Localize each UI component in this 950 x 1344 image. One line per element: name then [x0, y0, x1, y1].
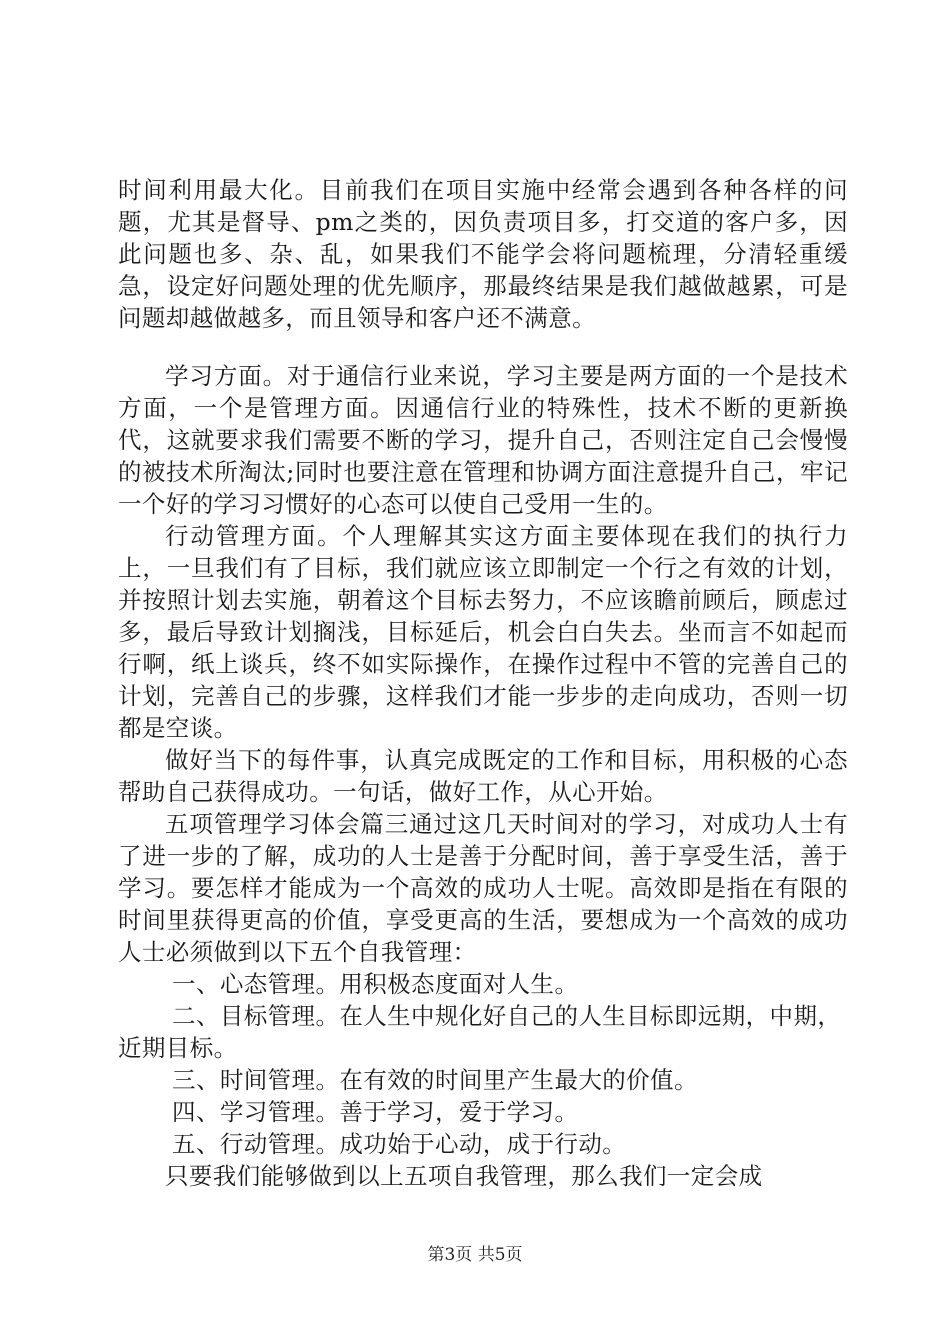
page-number: 第3页 共5页 — [427, 1245, 523, 1265]
paragraph-do-well: 做好当下的每件事，认真完成既定的工作和目标，用积极的心态帮助自己获得成功。一句话，做好工作，从心开始。 — [118, 746, 848, 806]
paragraph-time-management: 时间利用最大化。目前我们在项目实施中经常会遇到各种各样的问题，尤其是督导、pm之类的，因负责项目多，打交道的客户多，因此问题也多、杂、乱，如果我们不能学会将问题梳理，分清轻重缓急，设定好问题处理的优先顺序，那最终结果是我们越做越累，可是问题却越做越多，而且领导和客户还不满意。 — [118, 176, 848, 332]
list-item-learning: 四、学习管理。善于学习，爱于学习。 — [172, 1098, 579, 1126]
paragraph-learning: 学习方面。对于通信行业来说，学习主要是两方面的一个是技术方面，一个是管理方面。因通信行业的特殊性，技术不断的更新换代，这就要求我们需要不断的学习，提升自己，否则注定自己会慢慢的被技术所淘汰;同时也要注意在管理和协调方面注意提升自己，牢记一个好的学习习惯好的心态可以使自己受用一生的。 — [118, 362, 848, 518]
list-item-time: 三、时间管理。在有效的时间里产生最大的价值。 — [172, 1066, 698, 1094]
paragraph-closing: 只要我们能够做到以上五项自我管理，那么我们一定会成 — [165, 1162, 763, 1190]
list-item-mindset: 一、心态管理。用积极态度面对人生。 — [172, 970, 579, 998]
paragraph-action-management: 行动管理方面。个人理解其实这方面主要体现在我们的执行力上，一旦我们有了目标，我们就应该立即制定一个行之有效的计划，并按照计划去实施，朝着这个目标去努力，不应该瞻前顾后，顾虑过多，最后导致计划搁浅，目标延后，机会白白失去。坐而言不如起而行啊，纸上谈兵，终不如实际操作，在操作过程中不管的完善自己的计划，完善自己的步骤，这样我们才能一步步的走向成功，否则一切都是空谈。 — [118, 522, 848, 742]
list-item-action: 五、行动管理。成功始于心动，成于行动。 — [172, 1130, 627, 1158]
paragraph-article-three: 五项管理学习体会篇三通过这几天时间对的学习，对成功人士有了进一步的了解，成功的人士是善于分配时间，善于享受生活，善于学习。要怎样才能成为一个高效的成功人士呢。高效即是指在有限的时间里获得更高的价值，享受更高的生活，要想成为一个高效的成功人士必须做到以下五个自我管理： — [118, 810, 848, 966]
document-body — [118, 174, 848, 1192]
list-item-goal: 二、目标管理。在人生中规化好自己的人生目标即远期，中期，近期目标。 — [118, 1002, 842, 1062]
